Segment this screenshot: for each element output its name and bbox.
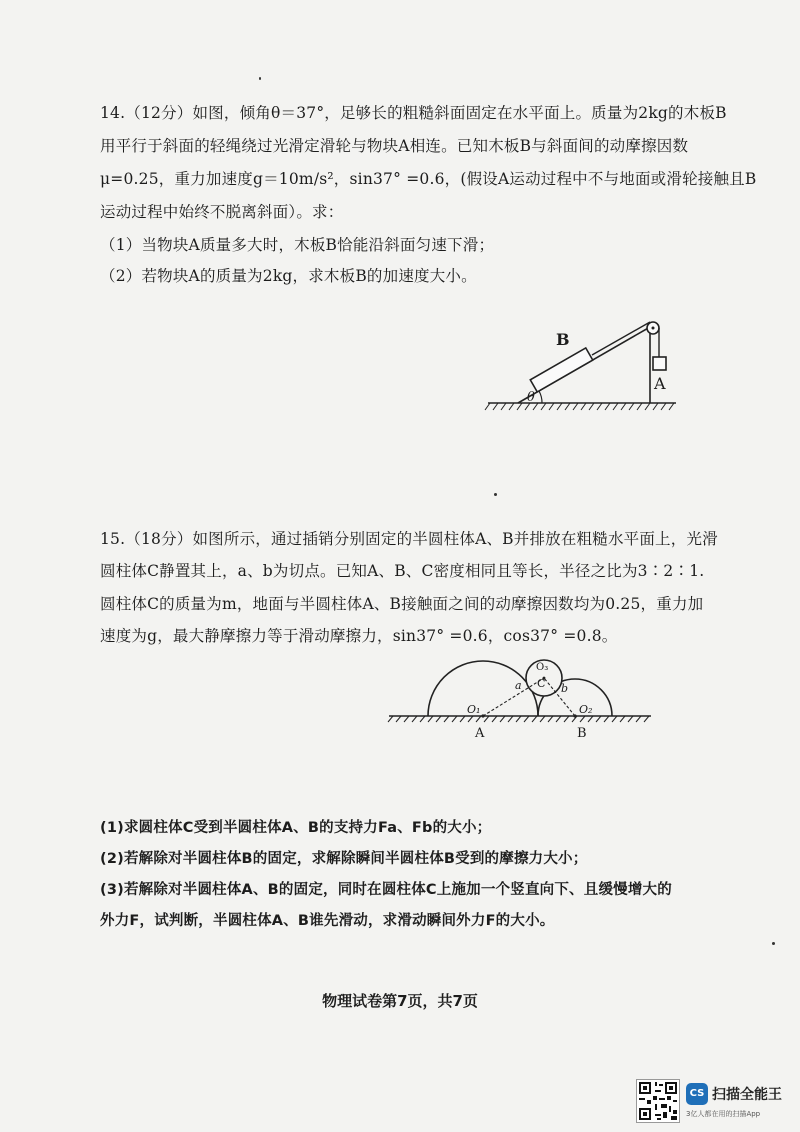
label-b-point: b	[561, 682, 569, 695]
angle-label: θ	[527, 390, 535, 405]
scan-speck	[259, 77, 261, 80]
block-a-label: A	[654, 374, 666, 393]
camscanner-logo-icon: CS	[686, 1083, 708, 1105]
q15-line-2: 圆柱体C静置其上，a、b为切点。已知A、B、C密度相同且等长，半径之比为3∶2∶1.	[100, 562, 705, 580]
q14-figure	[480, 315, 680, 415]
board-b-label: B	[556, 330, 570, 349]
label-b: B	[577, 726, 587, 741]
q15-question-4: 外力F，试判断，半圆柱体A、B谁先滑动，求滑动瞬间外力F的大小。	[100, 913, 555, 929]
rope-incline	[592, 322, 650, 355]
camscanner-tagline: 3亿人都在用的扫描App	[686, 1110, 761, 1118]
label-a-point: a	[515, 679, 522, 692]
q15-line-1: 15.（18分）如图所示，通过插销分别固定的半圆柱体A、B并排放在粗糙水平面上，光滑	[100, 530, 718, 548]
angle-arc	[539, 391, 542, 403]
camscanner-name: 扫描全能王	[712, 1087, 782, 1103]
label-a: A	[475, 726, 485, 741]
scan-speck	[772, 942, 775, 945]
q14-line-2: 用平行于斜面的轻绳绕过光滑定滑轮与物块A相连。已知木板B与斜面间的动摩擦因数	[100, 137, 689, 155]
q15-line-3: 圆柱体C的质量为m，地面与半圆柱体A、B接触面之间的动摩擦因数均为0.25，重力加	[100, 595, 704, 613]
q15-question-3: (3)若解除对半圆柱体A、B的固定，同时在圆柱体C上施加一个竖直向下、且缓慢增大的	[100, 882, 672, 898]
q14-line-3: μ=0.25，重力加速度g＝10m/s²，sin37° =0.6，(假设A运动过程中不与地面或滑轮接触且B	[100, 170, 757, 188]
q15-figure	[385, 650, 655, 742]
q14-line-5: （1）当物块A质量多大时，木板B恰能沿斜面匀速下滑；	[100, 236, 495, 254]
ground-hatch	[388, 716, 649, 722]
label-o3: O₃	[536, 662, 549, 673]
q14-line-4: 运动过程中始终不脱离斜面）。求：	[100, 203, 344, 221]
q15-line-4: 速度为g，最大静摩擦力等于滑动摩擦力，sin37° =0.6，cos37° =0.8。	[100, 627, 618, 645]
label-o2: O₂	[579, 703, 593, 716]
q15-question-2: (2)若解除对半圆柱体B的固定，求解除瞬间半圆柱体B受到的摩擦力大小；	[100, 851, 588, 867]
q14-line-6: （2）若物块A的质量为2kg，求木板B的加速度大小。	[100, 267, 477, 285]
qr-code-icon	[636, 1079, 680, 1123]
ground-hatch	[485, 403, 674, 410]
q15-question-1: (1)求圆柱体C受到半圆柱体A、B的支持力Fa、Fb的大小；	[100, 820, 492, 836]
scan-speck	[494, 493, 497, 496]
label-o1: O₁	[467, 703, 481, 716]
scanner-watermark	[636, 1079, 796, 1125]
q14-line-1: 14.（12分）如图，倾角θ＝37°，足够长的粗糙斜面固定在水平面上。质量为2kg的木板B	[100, 104, 727, 122]
label-c: C	[537, 677, 546, 690]
board-b	[530, 348, 592, 392]
page-footer: 物理试卷第7页，共7页	[322, 992, 478, 1010]
block-a	[653, 357, 666, 370]
